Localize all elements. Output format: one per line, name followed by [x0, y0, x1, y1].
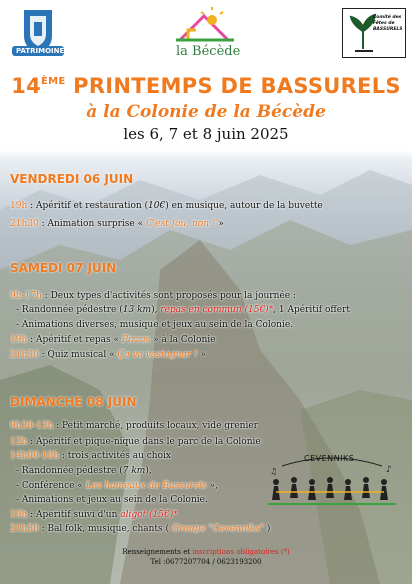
friday-line-1 [10, 201, 323, 211]
text: : Deux types d'activités sont proposés pour la journée : [41, 291, 296, 301]
sunday-heading: DIMANCHE 08 JUIN [10, 395, 137, 409]
footer-info [0, 548, 412, 556]
text: : Apéritif suivi d'un [27, 510, 121, 520]
text: - Randonnée pédestre ( [16, 466, 123, 476]
sunday-line-8 [10, 524, 270, 534]
saturday-line-1 [10, 291, 296, 301]
time-label: 21h30 [10, 524, 39, 534]
distance: 7 km [122, 466, 146, 476]
sunday-line-7 [10, 510, 178, 520]
sunday-line-2 [10, 437, 261, 447]
comite-text: Comité des Fêtes de BASSURELS [373, 15, 403, 32]
saturday-line-2 [16, 305, 350, 315]
comite-logo [342, 8, 406, 58]
text: ) [264, 524, 271, 534]
patrimoine-logo [10, 6, 66, 62]
time-label: 12h [10, 437, 28, 447]
text: », [206, 481, 218, 491]
time-label: 19h [10, 201, 28, 211]
text: : Apéritif et restauration ( [27, 201, 149, 211]
sunday-line-5 [16, 481, 218, 491]
cevenniks-illustration [262, 452, 402, 514]
text: ), [145, 466, 152, 476]
event-dates: les 6, 7 et 8 juin 2025 [123, 125, 289, 143]
time-label: 14h00-18h [10, 451, 59, 461]
text: » [197, 350, 207, 360]
patrimoine-text: PATRIMOINE [16, 47, 65, 55]
sunday-line-6: - Animations et jeux au sein de la Colonie. [16, 495, 208, 505]
svg-text:♫: ♫ [270, 467, 278, 476]
text: Renseignements et [122, 548, 193, 556]
title-number: 14 [11, 74, 42, 98]
time-label: 9h30-13h [10, 421, 54, 431]
price: 10€ [148, 201, 166, 211]
text: : trois activités au choix [59, 451, 171, 461]
distance: 13 km [122, 305, 152, 315]
time-label: 21h30 [10, 350, 39, 360]
text: - Randonnée pédestre ( [16, 305, 123, 315]
text: , 1 Apéritif offert [273, 305, 351, 315]
meal-price: aligot (15€)* [120, 510, 178, 520]
meal-price: repas en commun (15€)* [160, 305, 274, 315]
sunday-line-3 [10, 451, 171, 461]
text: » [215, 219, 224, 229]
time-label: 19h [10, 510, 28, 520]
title-rest: PRINTEMPS DE BASSURELS [65, 74, 401, 98]
text: » à la Colonie [150, 335, 216, 345]
cevenniks-label: CEVENNIKS [304, 454, 355, 463]
becede-text: la Bécède [176, 44, 241, 59]
text: : Apéritif et repas « [27, 335, 122, 345]
text: : Apéritif et pique-nique dans le parc de la Colonie [27, 437, 261, 447]
sunday-line-1 [10, 421, 258, 431]
event-title [0, 74, 412, 98]
text: : Quiz musical « [38, 350, 118, 360]
event-subtitle: à la Colonie de la Bécède [86, 102, 326, 122]
saturday-line-3: - Animations diverses, musique et jeux au sein de la Colonie. [16, 320, 294, 330]
footer-phones: Tel :0677207704 / 0623193200 [150, 558, 262, 566]
friday-line-2 [10, 219, 224, 229]
band-name: Groupe "Cevenniks" [171, 524, 264, 534]
saturday-heading: SAMEDI 07 JUIN [10, 261, 117, 275]
friday-heading: VENDREDI 06 JUIN [10, 172, 134, 186]
sunday-line-4 [16, 466, 152, 476]
svg-text:♪: ♪ [386, 465, 392, 475]
quiz-name: Ça va vastagnar ! [117, 350, 198, 360]
time-label: 19h [10, 335, 28, 345]
becede-logo [168, 6, 242, 64]
text: ), [151, 305, 161, 315]
text: : Animation surprise « [38, 219, 146, 229]
conference-title: Les hameaux de Bassurels [85, 481, 207, 491]
registration-note: inscriptions obligatoires (*) [192, 548, 290, 556]
animation-name: C'est fou, non ! [145, 219, 216, 229]
time-label: 21h30 [10, 219, 39, 229]
text: : Bal folk, musique, chants ( [38, 524, 172, 534]
saturday-line-4 [10, 335, 215, 345]
time-label: 9h-17h [10, 291, 42, 301]
text: - Conférence « [16, 481, 86, 491]
text: : Petit marché, produits locaux, vide grenier [53, 421, 258, 431]
text: ) en musique, autour de la buvette [165, 201, 323, 211]
menu-item: Pizzas [121, 335, 151, 345]
title-superscript: ÈME [41, 76, 66, 87]
saturday-line-5 [10, 350, 206, 360]
